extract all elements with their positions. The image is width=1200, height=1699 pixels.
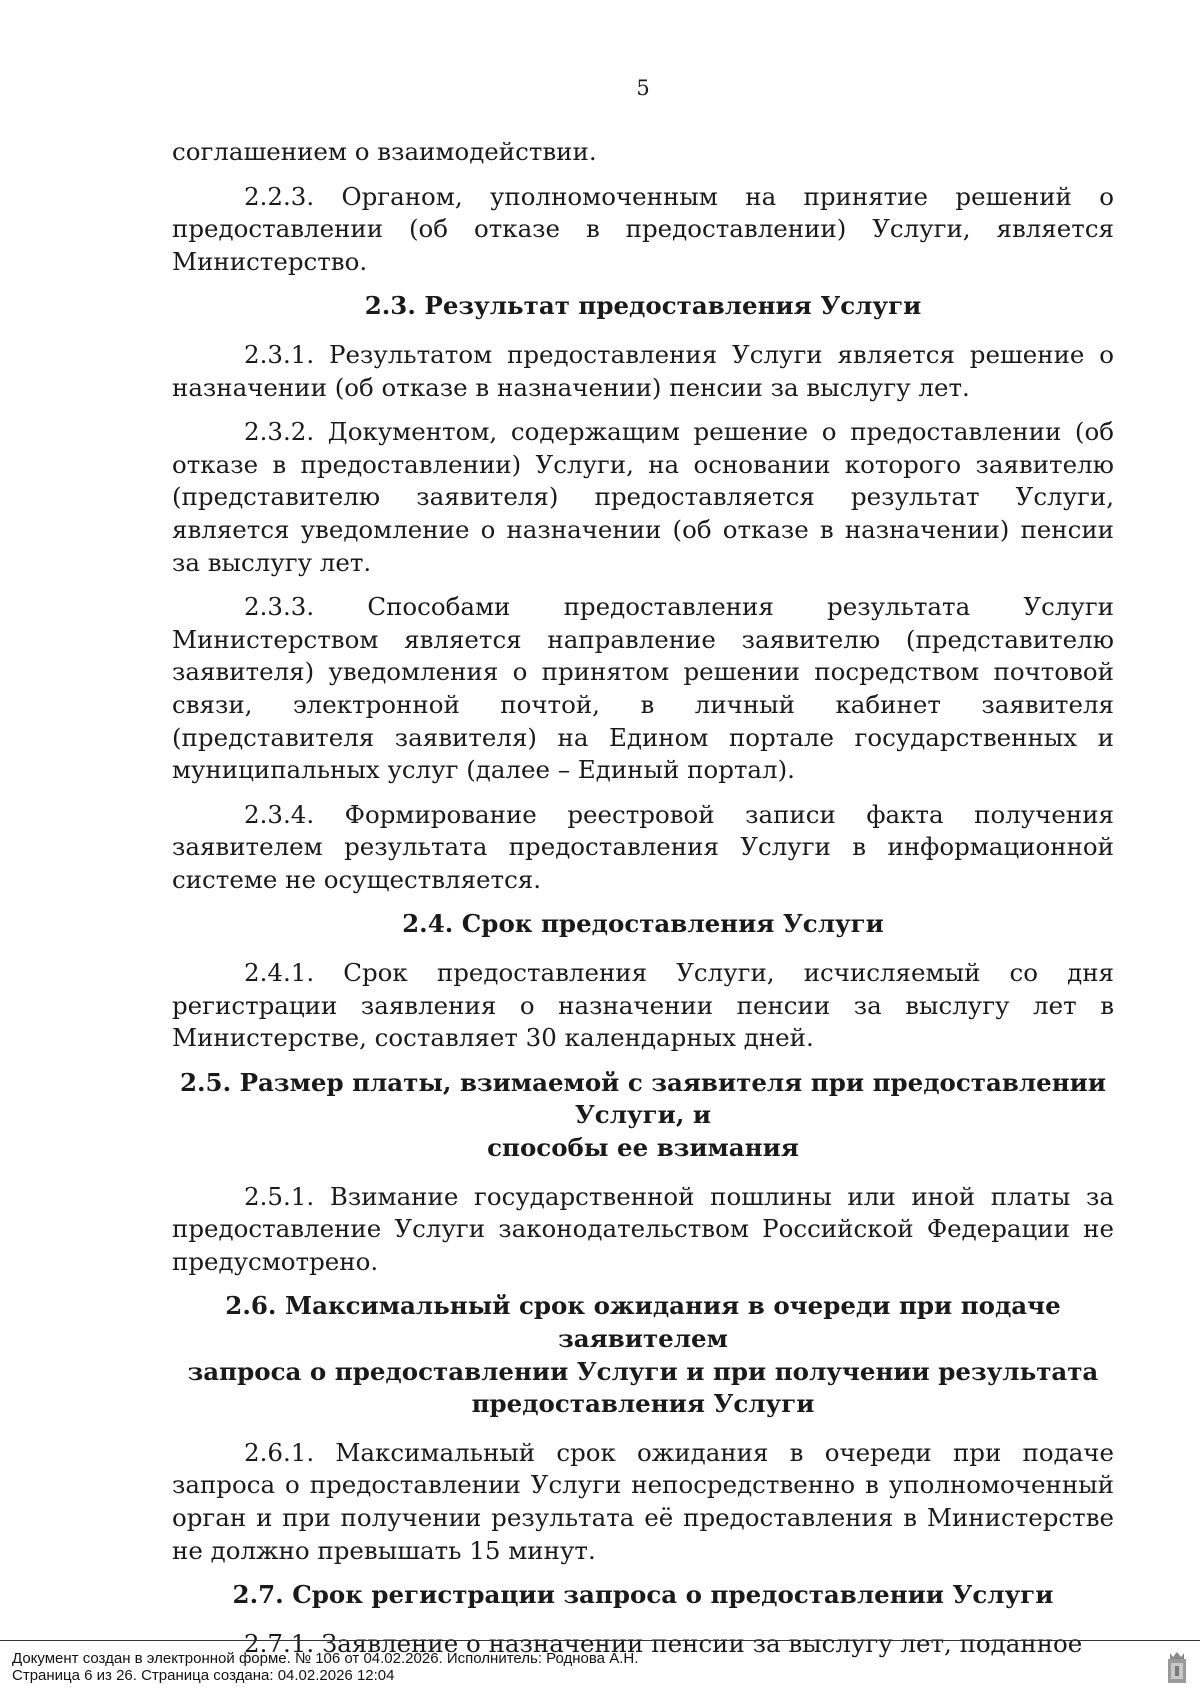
footer-line-page-info: Страница 6 из 26. Страница создана: 04.02.2026 12:04 bbox=[12, 1667, 395, 1684]
paragraph: 2.3.3. Способами предоставления результата Услуги Министерством является направление заявителю (представителю заявителя) уведомления о принятом решении посредством почтовой связи, электронной почтой, в личный кабинет заявителя (представителя заявителя) на Едином портале государственных и муниципальных услуг (далее – Единый портал). bbox=[172, 592, 1114, 785]
paragraph: 2.3.1. Результатом предоставления Услуги является решение о назначении (об отказе в назначении) пенсии за выслугу лет. bbox=[172, 339, 1114, 402]
paragraph: 2.5.1. Взимание государственной пошлины или иной платы за предоставление Услуги законодательством Российской Федерации не предусмотрено. bbox=[172, 1181, 1114, 1276]
paragraph-continuation: соглашением о взаимодействии. bbox=[172, 137, 597, 166]
document-body bbox=[172, 136, 1114, 1672]
section-heading-line: 2.3. Результат предоставления Услуги bbox=[364, 291, 922, 321]
paragraph: 2.3.2. Документом, содержащим решение о предоставлении (об отказе в предоставлении) Услуги, на основании которого заявителю (представителю заявителя) предоставляется результат Услуги, является уведомление о назначении (об отказе в назначении) пенсии за выслугу лет. bbox=[172, 417, 1114, 577]
coat-of-arms-icon bbox=[1166, 1651, 1188, 1685]
sections-container bbox=[172, 290, 1114, 1660]
paragraph: 2.7.1. Заявление о назначении пенсии за выслугу лет, поданное bbox=[244, 1628, 1083, 1658]
section-heading-line: способы ее взимания bbox=[487, 1133, 799, 1163]
document-footer bbox=[0, 1640, 1200, 1699]
section-heading bbox=[172, 1290, 1114, 1420]
paragraph: 2.4.1. Срок предоставления Услуги, исчисляемый со дня регистрации заявления о назначении пенсии за выслугу лет в Министерстве, составляет 30 календарных дней. bbox=[172, 958, 1114, 1053]
page-number: 5 bbox=[636, 76, 650, 100]
section-heading bbox=[172, 1067, 1114, 1165]
section-heading-line: запроса о предоставлении Услуги и при получении результата bbox=[187, 1356, 1099, 1386]
section-heading bbox=[172, 1579, 1114, 1612]
section-heading bbox=[172, 908, 1114, 941]
section-heading bbox=[172, 290, 1114, 323]
footer-line-document-info: Документ создан в электронной форме. № 106 от 04.02.2026. Исполнитель: Роднова А.Н. bbox=[12, 1650, 639, 1667]
section-heading-line: 2.7. Срок регистрации запроса о предоставлении Услуги bbox=[232, 1580, 1054, 1610]
section-heading-line: предоставления Услуги bbox=[471, 1389, 815, 1419]
paragraph: 2.6.1. Максимальный срок ожидания в очереди при подаче запроса о предоставлении Услуги непосредственно в уполномоченный орган и при получении результата её предоставления в Министерстве не должно превышать 15 минут. bbox=[172, 1437, 1114, 1565]
section-heading-line: 2.6. Максимальный срок ожидания в очереди при подаче заявителем bbox=[225, 1291, 1061, 1353]
section-heading-line: 2.4. Срок предоставления Услуги bbox=[402, 909, 884, 939]
section-heading-line: 2.5. Размер платы, взимаемой с заявителя при предоставлении Услуги, и bbox=[179, 1067, 1107, 1130]
paragraph: 2.3.4. Формирование реестровой записи факта получения заявителем результата предоставления Услуги в информационной системе не осуществляется. bbox=[172, 799, 1114, 894]
paragraph-2-2-3: 2.2.3. Органом, уполномоченным на принятие решений о предоставлении (об отказе в предоставлении) Услуги, является Министерство. bbox=[172, 181, 1114, 276]
